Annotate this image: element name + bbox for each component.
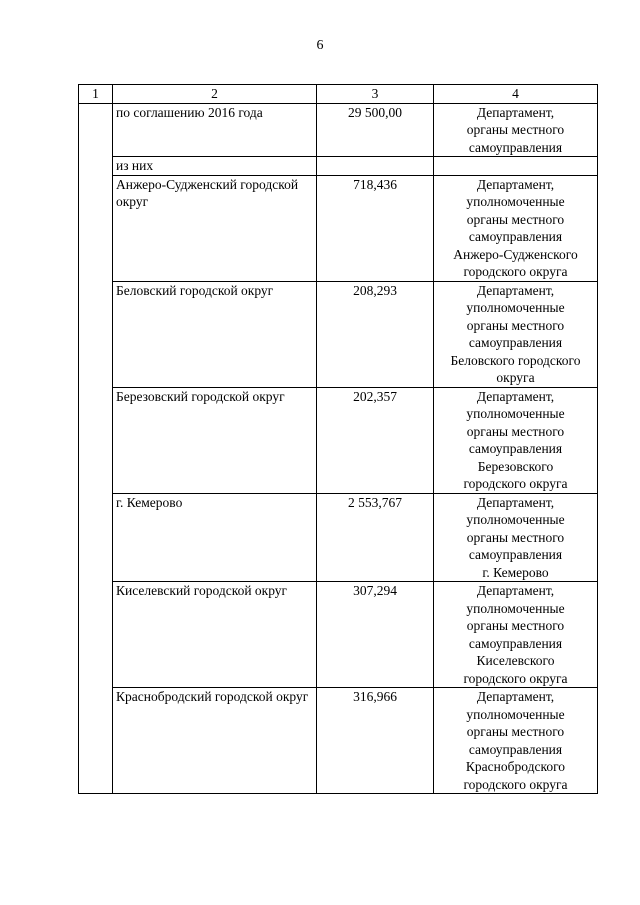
executor-line: самоуправления [468, 139, 563, 155]
executor-line: Киселевского [476, 653, 555, 668]
recipient-name-cell: Березовский городской округ [113, 387, 317, 493]
column-header-3: 3 [317, 85, 434, 104]
executor-line: самоуправления [468, 441, 563, 456]
executor-line: органы местного [466, 618, 565, 633]
column-header-1: 1 [79, 85, 113, 104]
recipient-name-cell: Анжеро-Судженский городской округ [113, 175, 317, 281]
row-number-cell [79, 103, 113, 794]
amount-cell: 2 553,767 [317, 493, 434, 582]
executor-line: Березовского [477, 458, 554, 474]
executor-line: Беловского городского [450, 352, 581, 368]
recipient-name-cell: по соглашению 2016 года [113, 103, 317, 157]
executor-line: городского округа [463, 264, 568, 279]
amount-cell: 307,294 [317, 582, 434, 688]
executor-line: уполномоченные [466, 194, 565, 209]
executor-line: органы местного [466, 211, 565, 227]
table-header-row [79, 85, 598, 104]
executor-line: органы местного [466, 529, 565, 545]
table-row [79, 688, 598, 794]
executor-line: самоуправления [468, 229, 563, 244]
table-row [79, 157, 598, 176]
executor-cell [434, 175, 598, 281]
executor-line: самоуправления [468, 635, 563, 651]
executor-line: Департамент, [476, 104, 555, 120]
recipient-name-cell: г. Кемерово [113, 493, 317, 582]
executor-line: городского округа [463, 670, 568, 686]
executor-line: уполномоченные [466, 600, 565, 616]
executor-line: Департамент, [476, 494, 555, 510]
executor-line: округа [496, 370, 535, 385]
executor-cell [434, 157, 598, 176]
executor-line: уполномоченные [466, 512, 565, 527]
table-row [79, 387, 598, 493]
executor-cell [434, 103, 598, 157]
executor-line: Анжеро-Судженского [453, 246, 578, 262]
executor-line: городского округа [463, 476, 568, 491]
executor-line: самоуправления [468, 741, 563, 757]
executor-line: органы местного [466, 317, 565, 333]
executor-cell [434, 688, 598, 794]
recipient-name-cell: Киселевский городской округ [113, 582, 317, 688]
amount-cell: 29 500,00 [317, 103, 434, 157]
executor-line: Департамент, [476, 689, 555, 704]
table-row [79, 582, 598, 688]
column-header-2: 2 [113, 85, 317, 104]
executor-line: Краснобродского [465, 759, 566, 774]
table-row [79, 175, 598, 281]
amount-cell: 202,357 [317, 387, 434, 493]
executor-line: Департамент, [476, 388, 555, 404]
executor-line: самоуправления [468, 547, 563, 562]
column-header-4: 4 [434, 85, 598, 104]
funding-table [78, 84, 598, 794]
amount-cell: 718,436 [317, 175, 434, 281]
amount-cell [317, 157, 434, 176]
table-row [79, 103, 598, 157]
amount-cell: 316,966 [317, 688, 434, 794]
executor-line: Департамент, [476, 282, 555, 298]
executor-cell [434, 582, 598, 688]
executor-line: органы местного [466, 423, 565, 439]
executor-line: самоуправления [468, 335, 563, 350]
executor-line: уполномоченные [466, 300, 565, 315]
executor-line: уполномоченные [466, 706, 565, 722]
executor-cell [434, 387, 598, 493]
executor-cell [434, 281, 598, 387]
executor-line: уполномоченные [466, 406, 565, 421]
executor-line: г. Кемерово [482, 564, 549, 580]
executor-line: Департамент, [476, 176, 555, 192]
table-row [79, 493, 598, 582]
executor-line: органы местного [466, 122, 565, 137]
recipient-name-cell: Краснобродский городской округ [113, 688, 317, 794]
executor-line: органы местного [466, 724, 565, 739]
recipient-name-cell: из них [113, 157, 317, 176]
executor-cell [434, 493, 598, 582]
amount-cell: 208,293 [317, 281, 434, 387]
table-row [79, 281, 598, 387]
executor-line: Департамент, [476, 583, 555, 598]
recipient-name-cell: Беловский городской округ [113, 281, 317, 387]
page-number: 6 [316, 38, 324, 53]
executor-line: городского округа [463, 776, 568, 792]
